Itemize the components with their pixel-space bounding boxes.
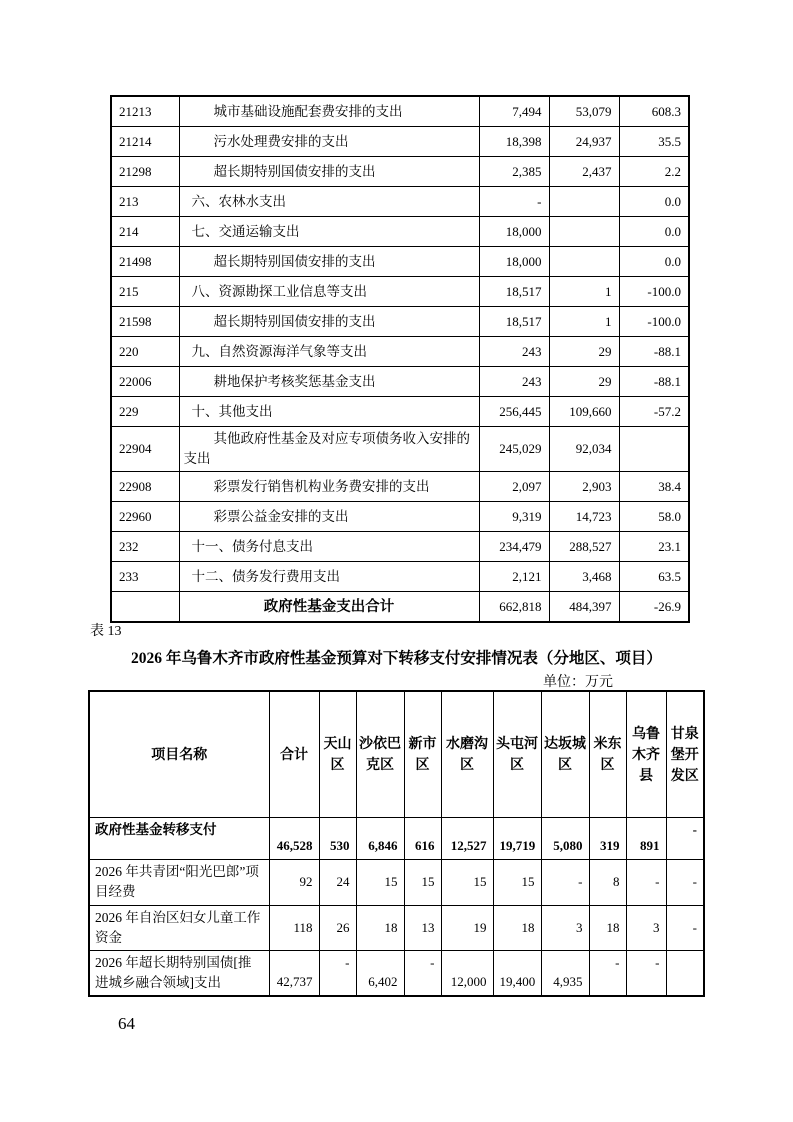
amount-cell: 891	[626, 817, 666, 859]
item-name-cell: 十二、债务发行费用支出	[179, 562, 479, 592]
table1-row	[111, 562, 689, 592]
value2-cell: 1	[549, 277, 619, 307]
amount-cell: 319	[589, 817, 626, 859]
value2-cell: 109,660	[549, 397, 619, 427]
percent-cell: -88.1	[619, 367, 689, 397]
header-ganquanbao-dev-zone: 甘泉堡开发区	[666, 691, 704, 817]
table1-row	[111, 277, 689, 307]
item-name-cell: 超长期特别国债安排的支出	[179, 307, 479, 337]
item-name-cell: 彩票发行销售机构业务费安排的支出	[179, 472, 479, 502]
percent-cell: -100.0	[619, 307, 689, 337]
amount-cell: -	[541, 859, 589, 905]
value2-cell: 24,937	[549, 127, 619, 157]
value1-cell: 18,000	[479, 247, 549, 277]
item-name-cell: 六、农林水支出	[179, 187, 479, 217]
percent-cell: 38.4	[619, 472, 689, 502]
project-name-cell: 2026 年自治区妇女儿童工作资金	[89, 905, 269, 950]
value2-cell: 1	[549, 307, 619, 337]
amount-cell: 19,400	[493, 950, 541, 996]
amount-cell: 4,935	[541, 950, 589, 996]
value1-cell: 245,029	[479, 427, 549, 472]
table1-row	[111, 127, 689, 157]
value1-cell: 2,097	[479, 472, 549, 502]
item-name-cell: 超长期特别国债安排的支出	[179, 157, 479, 187]
amount-cell: 118	[269, 905, 319, 950]
value2-cell	[549, 247, 619, 277]
amount-cell: 92	[269, 859, 319, 905]
value1-cell: 2,121	[479, 562, 549, 592]
value1-cell: 18,000	[479, 217, 549, 247]
amount-cell: 12,527	[441, 817, 493, 859]
table1-row	[111, 307, 689, 337]
item-name-cell: 十、其他支出	[179, 397, 479, 427]
item-name-cell: 九、自然资源海洋气象等支出	[179, 337, 479, 367]
percent-cell: -100.0	[619, 277, 689, 307]
code-cell: 22908	[111, 472, 179, 502]
item-name-cell: 政府性基金支出合计	[179, 592, 479, 623]
percent-cell	[619, 427, 689, 472]
code-cell: 220	[111, 337, 179, 367]
transfer-table-header-row	[89, 691, 704, 817]
percent-cell: 0.0	[619, 187, 689, 217]
amount-cell: 6,402	[356, 950, 404, 996]
value1-cell: 662,818	[479, 592, 549, 623]
table1-row	[111, 157, 689, 187]
amount-cell: 18	[589, 905, 626, 950]
code-cell: 214	[111, 217, 179, 247]
value1-cell: 2,385	[479, 157, 549, 187]
amount-cell: 6,846	[356, 817, 404, 859]
item-name-cell: 耕地保护考核奖惩基金支出	[179, 367, 479, 397]
project-name-cell: 2026 年共青团“阳光巴郎”项目经费	[89, 859, 269, 905]
transfer-table-row	[89, 905, 704, 950]
amount-cell: 13	[404, 905, 441, 950]
amount-cell: 616	[404, 817, 441, 859]
value1-cell: 9,319	[479, 502, 549, 532]
code-cell	[111, 592, 179, 623]
amount-cell: 15	[356, 859, 404, 905]
amount-cell: -	[666, 905, 704, 950]
value2-cell: 14,723	[549, 502, 619, 532]
transfer-payment-table	[88, 690, 705, 997]
amount-cell: -	[666, 859, 704, 905]
header-shayibake-district: 沙依巴克区	[356, 691, 404, 817]
value1-cell: 18,517	[479, 307, 549, 337]
header-dabancheng-district: 达坂城区	[541, 691, 589, 817]
transfer-table-row	[89, 817, 704, 859]
value2-cell	[549, 217, 619, 247]
amount-cell: 46,528	[269, 817, 319, 859]
table1-row	[111, 367, 689, 397]
percent-cell: 23.1	[619, 532, 689, 562]
percent-cell: 35.5	[619, 127, 689, 157]
amount-cell: 5,080	[541, 817, 589, 859]
fund-expenditure-table	[110, 95, 690, 623]
amount-cell: 8	[589, 859, 626, 905]
table13-title: 2026 年乌鲁木齐市政府性基金预算对下转移支付安排情况表（分地区、项目）	[131, 650, 662, 667]
percent-cell: 2.2	[619, 157, 689, 187]
code-cell: 213	[111, 187, 179, 217]
item-name-cell: 八、资源勘探工业信息等支出	[179, 277, 479, 307]
code-cell: 22904	[111, 427, 179, 472]
code-cell: 22960	[111, 502, 179, 532]
project-name-cell: 政府性基金转移支付	[89, 817, 269, 859]
header-wulumuqi-county: 乌鲁木齐县	[626, 691, 666, 817]
value1-cell: -	[479, 187, 549, 217]
amount-cell: -	[626, 950, 666, 996]
header-shuimogou-district: 水磨沟区	[441, 691, 493, 817]
page-number: 64	[118, 1014, 135, 1033]
code-cell: 21498	[111, 247, 179, 277]
amount-cell: 42,737	[269, 950, 319, 996]
code-cell: 229	[111, 397, 179, 427]
value2-cell: 3,468	[549, 562, 619, 592]
table1-row	[111, 187, 689, 217]
value2-cell: 288,527	[549, 532, 619, 562]
table1-row	[111, 217, 689, 247]
header-tianshan-district: 天山区	[319, 691, 356, 817]
value2-cell: 2,903	[549, 472, 619, 502]
table1-row	[111, 337, 689, 367]
value2-cell: 2,437	[549, 157, 619, 187]
percent-cell: 58.0	[619, 502, 689, 532]
item-name-cell: 超长期特别国债安排的支出	[179, 247, 479, 277]
item-name-cell: 七、交通运输支出	[179, 217, 479, 247]
amount-cell: 12,000	[441, 950, 493, 996]
amount-cell: 3	[541, 905, 589, 950]
percent-cell: 608.3	[619, 96, 689, 127]
percent-cell: -88.1	[619, 337, 689, 367]
amount-cell: 18	[493, 905, 541, 950]
amount-cell: 18	[356, 905, 404, 950]
header-toutunhe-district: 头屯河区	[493, 691, 541, 817]
amount-cell: 530	[319, 817, 356, 859]
value1-cell: 18,398	[479, 127, 549, 157]
code-cell: 233	[111, 562, 179, 592]
project-name-cell: 2026 年超长期特别国债[推进城乡融合领域]支出	[89, 950, 269, 996]
table1-row	[111, 592, 689, 623]
value1-cell: 256,445	[479, 397, 549, 427]
code-cell: 22006	[111, 367, 179, 397]
value1-cell: 243	[479, 337, 549, 367]
value1-cell: 234,479	[479, 532, 549, 562]
item-name-cell: 其他政府性基金及对应专项债务收入安排的支出	[179, 427, 479, 472]
table13-unit: 单位：万元	[543, 675, 613, 690]
table1-row	[111, 96, 689, 127]
amount-cell: -	[404, 950, 441, 996]
value2-cell: 29	[549, 337, 619, 367]
header-total: 合计	[269, 691, 319, 817]
header-project-name: 项目名称	[89, 691, 269, 817]
value1-cell: 7,494	[479, 96, 549, 127]
item-name-cell: 城市基础设施配套费安排的支出	[179, 96, 479, 127]
value2-cell: 484,397	[549, 592, 619, 623]
transfer-table-row	[89, 950, 704, 996]
amount-cell: -	[666, 817, 704, 859]
percent-cell: -26.9	[619, 592, 689, 623]
amount-cell: 24	[319, 859, 356, 905]
amount-cell: 15	[441, 859, 493, 905]
code-cell: 21214	[111, 127, 179, 157]
header-xinshi-district: 新市区	[404, 691, 441, 817]
item-name-cell: 十一、债务付息支出	[179, 532, 479, 562]
value1-cell: 243	[479, 367, 549, 397]
amount-cell: 26	[319, 905, 356, 950]
amount-cell: 15	[493, 859, 541, 905]
percent-cell: 0.0	[619, 217, 689, 247]
item-name-cell: 彩票公益金安排的支出	[179, 502, 479, 532]
table1-row	[111, 397, 689, 427]
amount-cell: -	[589, 950, 626, 996]
item-name-cell: 污水处理费安排的支出	[179, 127, 479, 157]
percent-cell: 0.0	[619, 247, 689, 277]
amount-cell: -	[319, 950, 356, 996]
header-midong-district: 米东区	[589, 691, 626, 817]
value2-cell	[549, 187, 619, 217]
table1-row	[111, 472, 689, 502]
table13-label: 表 13	[90, 624, 122, 639]
value2-cell: 92,034	[549, 427, 619, 472]
code-cell: 21298	[111, 157, 179, 187]
amount-cell: -	[626, 859, 666, 905]
value1-cell: 18,517	[479, 277, 549, 307]
percent-cell: 63.5	[619, 562, 689, 592]
table1-row	[111, 532, 689, 562]
amount-cell: 15	[404, 859, 441, 905]
table1-row	[111, 247, 689, 277]
code-cell: 232	[111, 532, 179, 562]
value2-cell: 29	[549, 367, 619, 397]
table1-row	[111, 427, 689, 472]
table1-row	[111, 502, 689, 532]
code-cell: 21213	[111, 96, 179, 127]
amount-cell: 19,719	[493, 817, 541, 859]
transfer-table-row	[89, 859, 704, 905]
amount-cell	[666, 950, 704, 996]
code-cell: 215	[111, 277, 179, 307]
amount-cell: 3	[626, 905, 666, 950]
percent-cell: -57.2	[619, 397, 689, 427]
amount-cell: 19	[441, 905, 493, 950]
code-cell: 21598	[111, 307, 179, 337]
value2-cell: 53,079	[549, 96, 619, 127]
